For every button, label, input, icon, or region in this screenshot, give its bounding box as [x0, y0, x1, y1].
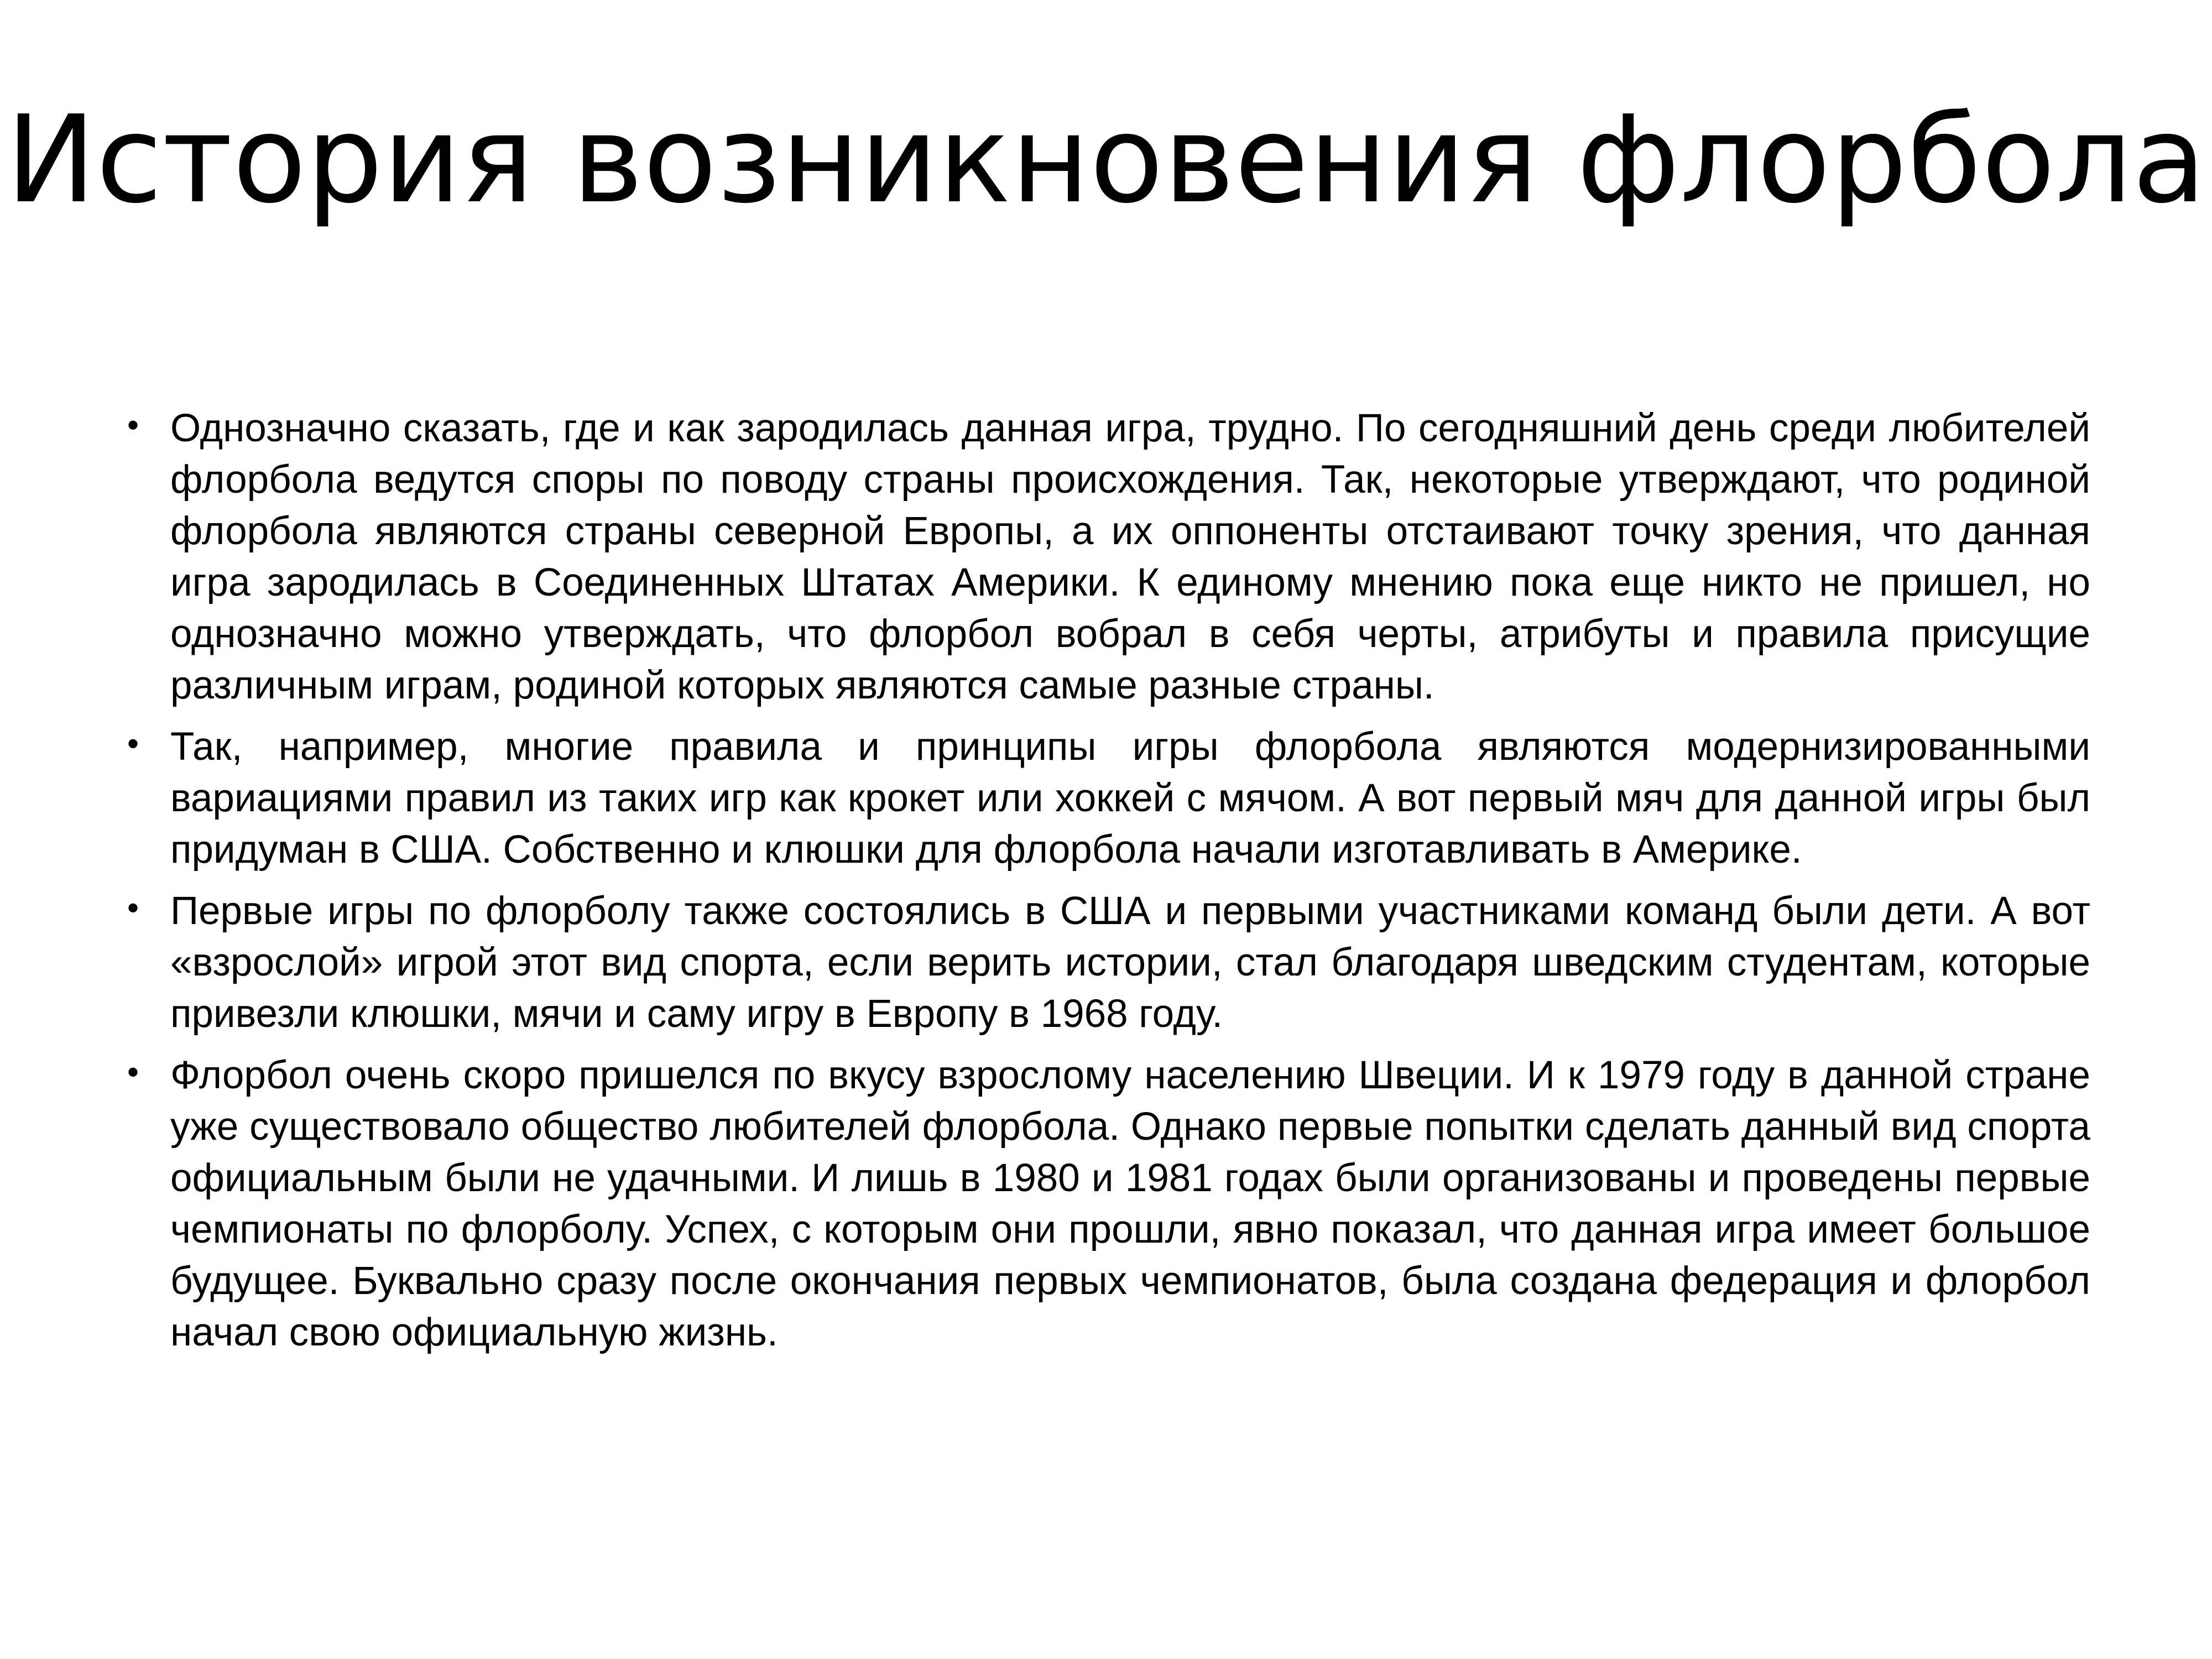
slide-title: История возникновения флорбола: [6, 90, 2206, 230]
bullet-item: [127, 1050, 2090, 1358]
bullet-list: [127, 403, 2090, 1358]
slide-content: [127, 403, 2090, 1368]
bullet-point-icon: •: [127, 406, 139, 444]
bullet-point-icon: •: [127, 1053, 139, 1091]
bullet-text: Однозначно сказать, где и как зародилась данная игра, трудно. По сегодняшний день среди любителей флорбола ведутся споры по поводу страны происхождения. Так, некоторые утверждают, что родиной флорбола являются страны северной Европы, а их оппоненты отстаивают точку зрения, что данная игра зародилась в Соединенных Штатах Америки. К единому мнению пока еще никто не пришел, но однозначно можно утверждать, что флорбол вобрал в себя черты, атрибуты и правила присущие различным играм, родиной которых являются самые разные страны.: [170, 406, 2090, 707]
bullet-text: Флорбол очень скоро пришелся по вкусу взрослому населению Швеции. И к 1979 году в данной стране уже существовало общество любителей флорбола. Однако первые попытки сделать данный вид спорта официальным были не удачными. И лишь в 1980 и 1981 годах были организованы и проведены первые чемпионаты по флорболу. Успех, с которым они прошли, явно показал, что данная игра имеет большое будущее. Буквально сразу после окончания первых чемпионатов, была создана федерация и флорбол начал свою официальную жизнь.: [170, 1053, 2090, 1354]
bullet-item: [127, 721, 2090, 875]
bullet-point-icon: •: [127, 725, 139, 762]
bullet-text: Первые игры по флорболу также состоялись в США и первыми участниками команд были дети. А вот «взрослой» игрой этот вид спорта, если верить истории, стал благодаря шведским студентам, которые привезли клюшки, мячи и саму игру в Европу в 1968 году.: [170, 889, 2090, 1036]
bullet-point-icon: •: [127, 889, 139, 926]
bullet-item: [127, 885, 2090, 1040]
bullet-item: [127, 403, 2090, 711]
bullet-text: Так, например, многие правила и принципы игры флорбола являются модернизированными вариациями правил из таких игр как крокет или хоккей с мячом. А вот первый мяч для данной игры был придуман в США. Собственно и клюшки для флорбола начали изготавливать в Америке.: [170, 725, 2090, 872]
